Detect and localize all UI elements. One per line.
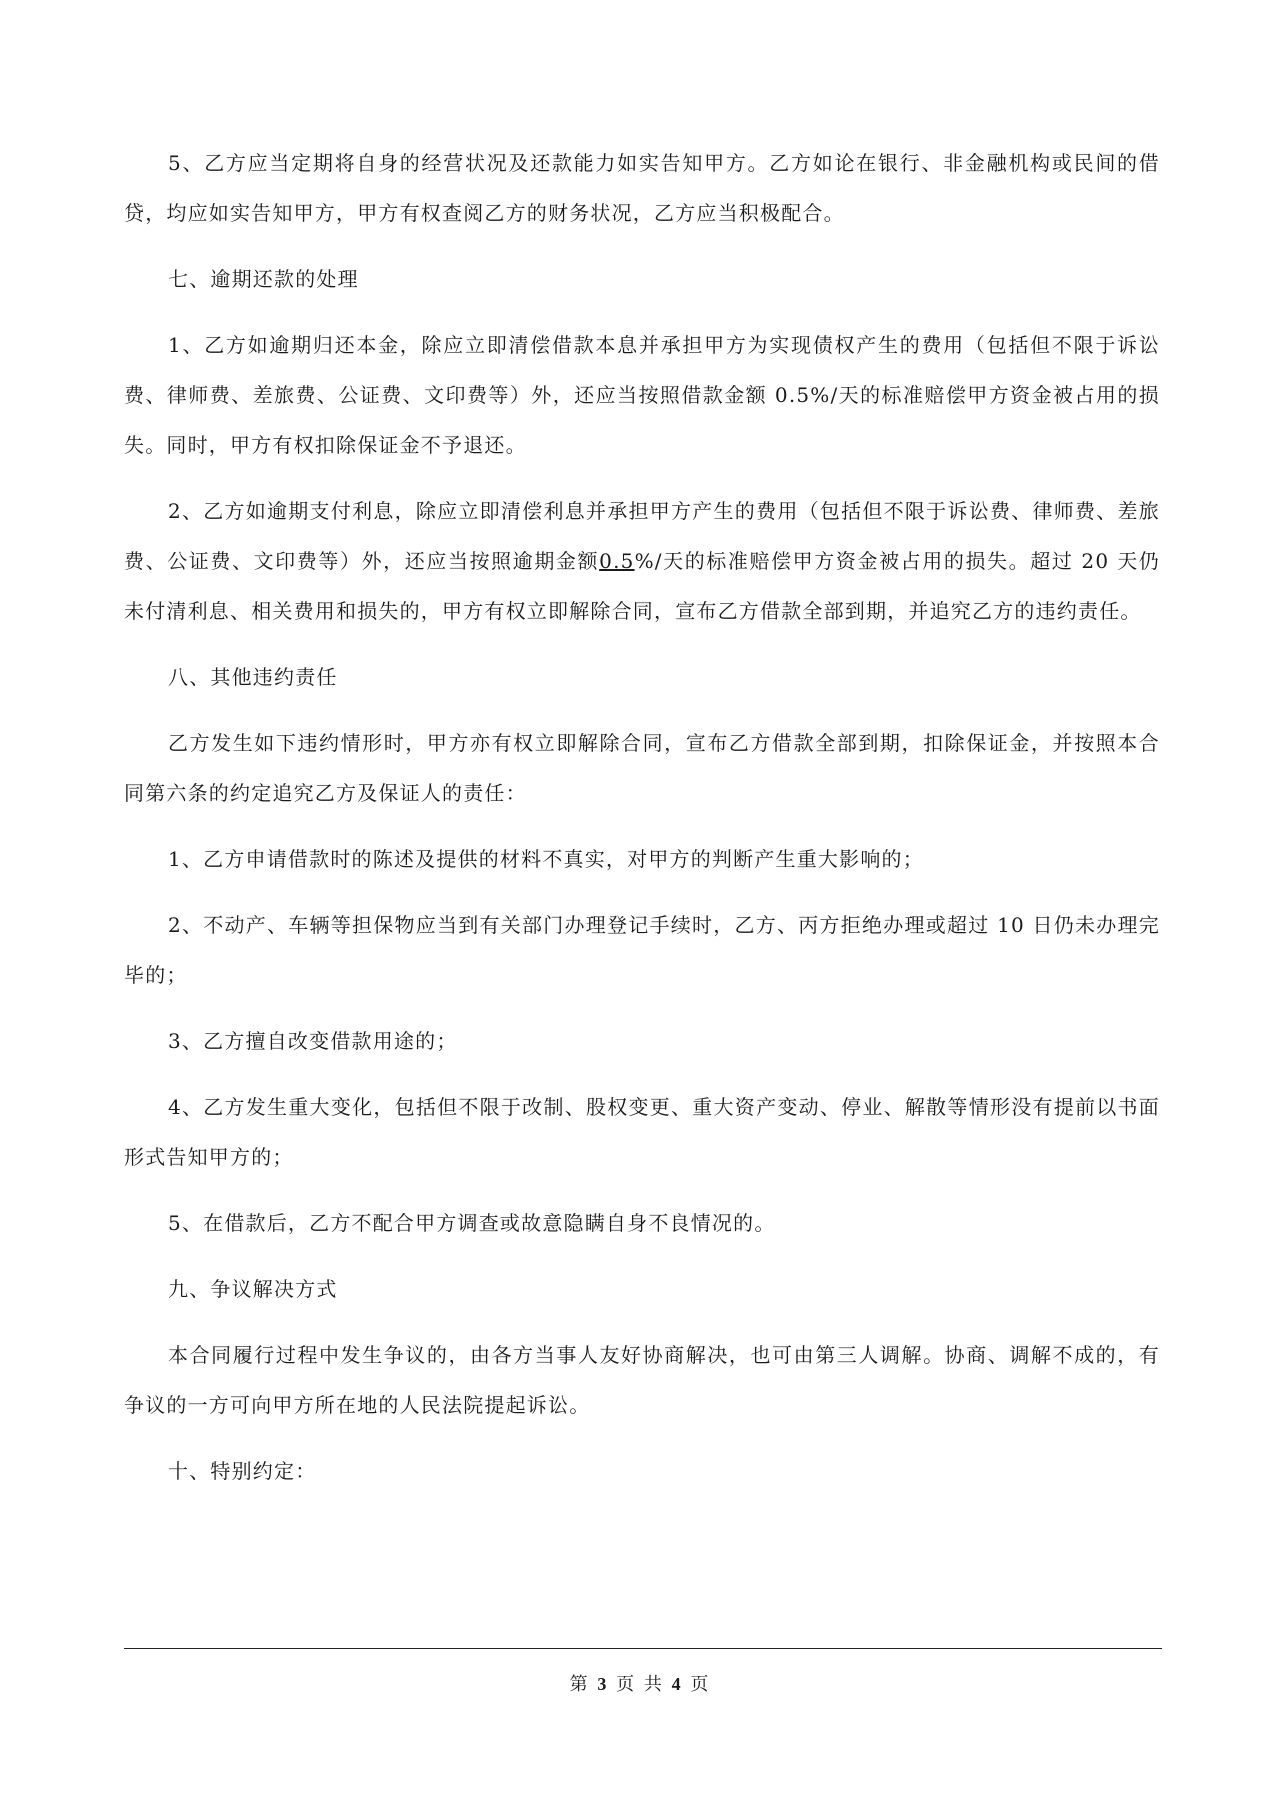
clause-paragraph: 5、在借款后，乙方不配合甲方调查或故意隐瞒自身不良情况的。 — [168, 1211, 776, 1235]
section-heading: 七、逾期还款的处理 — [168, 267, 359, 291]
footer-middle: 页 共 — [616, 1674, 664, 1695]
footer-prefix: 第 — [569, 1674, 590, 1695]
clause-paragraph: 本合同履行过程中发生争议的，由各方当事人友好协商解决，也可由第三人调解。协商、调解不成的，有争议的一方可向甲方所在地的人民法院提起诉讼。 — [124, 1343, 1160, 1417]
section-heading: 九、争议解决方式 — [168, 1277, 338, 1301]
underlined-rate: 0.5 — [599, 549, 635, 573]
clause-text: 2、乙方如逾期支付利息，除应立即清偿利息并承担甲方产生的费用（包括但不限于诉讼费、律师费、差旅费、公证费、文印费等）外，还应当按照逾期金额 — [124, 499, 1160, 573]
clause-paragraph: 4、乙方发生重大变化，包括但不限于改制、股权变更、重大资产变动、停业、解散等情形没有提前以书面形式告知甲方的； — [124, 1095, 1160, 1169]
clause-paragraph: 5、乙方应当定期将自身的经营状况及还款能力如实告知甲方。乙方如论在银行、非金融机构或民间的借贷，均应如实告知甲方，甲方有权查阅乙方的财务状况，乙方应当积极配合。 — [124, 151, 1160, 225]
page-footer — [0, 1670, 1280, 1696]
clause-paragraph: 3、乙方擅自改变借款用途的； — [168, 1029, 458, 1053]
document-body — [124, 138, 1160, 1512]
section-heading: 八、其他违约责任 — [168, 665, 338, 689]
clause-paragraph: 乙方发生如下违约情形时，甲方亦有权立即解除合同，宣布乙方借款全部到期，扣除保证金，并按照本合同第六条的约定追究乙方及保证人的责任： — [124, 731, 1160, 805]
footer-divider — [124, 1648, 1162, 1649]
current-page-number: 3 — [597, 1674, 609, 1694]
clause-paragraph: 1、乙方如逾期归还本金，除应立即清偿借款本息并承担甲方为实现债权产生的费用（包括但不限于诉讼费、律师费、差旅费、公证费、文印费等）外，还应当按照借款金额 0.5%/天的标准赔偿甲方资金被占用的损失。同时，甲方有权扣除保证金不予退还。 — [124, 333, 1160, 457]
clause-paragraph — [124, 486, 1160, 636]
total-page-count: 4 — [671, 1674, 683, 1694]
clause-paragraph: 1、乙方申请借款时的陈述及提供的材料不真实，对甲方的判断产生重大影响的； — [168, 847, 924, 871]
section-heading: 十、特别约定： — [168, 1459, 317, 1483]
clause-text: %/天的标准赔偿甲方资金被占用的损失。超过 20 天仍未付清利息、相关费用和损失的，甲方有权立即解除合同，宣布乙方借款全部到期，并追究乙方的违约责任。 — [124, 549, 1160, 623]
clause-paragraph: 2、不动产、车辆等担保物应当到有关部门办理登记手续时，乙方、丙方拒绝办理或超过 10 日仍未办理完毕的； — [124, 913, 1160, 987]
footer-suffix: 页 — [690, 1674, 711, 1695]
